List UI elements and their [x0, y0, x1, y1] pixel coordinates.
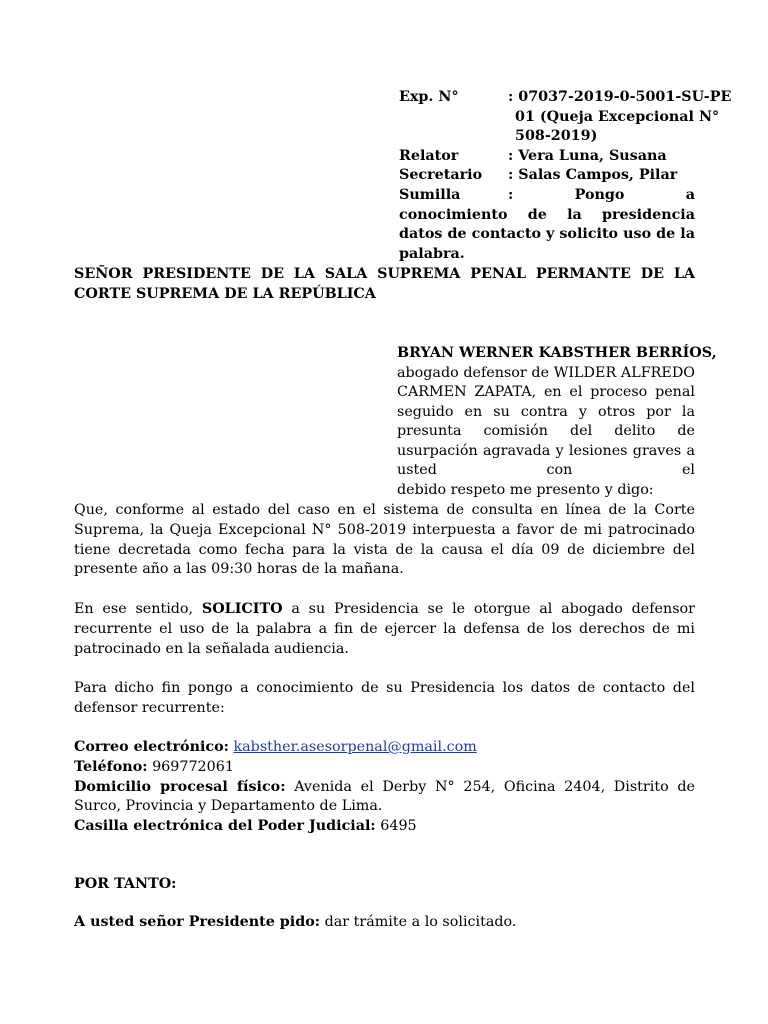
casilla-line [74, 817, 695, 837]
attorney-introduction [397, 344, 717, 500]
addressee-heading: SEÑOR PRESIDENTE DE LA SALA SUPREMA PENAL PERMANTE DE LA CORTE SUPREMA DE LA REPÚBLICA [74, 266, 695, 302]
secretario-value: : Salas Campos, Pilar [508, 167, 678, 184]
casilla-value: 6495 [380, 818, 417, 835]
sumilla-label: Sumilla [399, 186, 461, 203]
address-label: Domicilio procesal físico: [74, 778, 286, 795]
attorney-intro-body: abogado defensor de WILDER ALFREDO CARMEN ZAPATA, en el proceso penal seguido en su contra y otros por la presunta comisión del delito de usurpación agravada y lesiones graves a usted con el [397, 364, 695, 478]
relator-label: Relator [399, 147, 459, 164]
email-link[interactable]: kabsther.asesorpenal@gmail.com [233, 739, 477, 755]
casilla-label: Casilla electrónica del Poder Judicial: [74, 818, 376, 835]
closing-request [74, 914, 516, 930]
address-line [74, 778, 695, 818]
attorney-intro-last-line: debido respeto me presento y digo: [397, 481, 654, 498]
paragraph-case-status: Que, conforme al estado del caso en el sistema de consulta en línea de la Corte Suprema, la Queja Excepcional N° 508-2019 interpuesta a favor de mi patrocinado tiene decretada como fecha para la vista de la causa el día 09 de diciembre del presente año a las 09:30 horas de la mañana. [74, 502, 695, 578]
closing-bold: A usted señor Presidente pido: [74, 914, 321, 930]
contact-details [74, 738, 695, 837]
secretario-row [399, 166, 695, 186]
expediente-row [399, 88, 732, 108]
paragraph-request [74, 600, 695, 659]
expediente-continuation-2: 508-2019) [515, 128, 598, 145]
expediente-label: Exp. N° [399, 89, 459, 105]
request-text-after: a su Presidencia se le otorgue al abogado defensor recurrente el uso de la palabra a fin de ejercer la defensa de los derechos de mi patrocinado en la señalada audiencia. [74, 601, 695, 657]
address-value: Avenida el Derby N° 254, Oficina 2404, Distrito de Surco, Provincia y Departamento de Lima. [74, 778, 695, 815]
expediente-value: : 07037-2019-0-5001-SU-PE [508, 89, 732, 105]
phone-line [74, 758, 695, 778]
request-text-before: En ese sentido, [74, 601, 202, 617]
attorney-name: BRYAN WERNER KABSTHER BERRÍOS, [397, 345, 717, 361]
phone-label: Teléfono: [74, 758, 148, 775]
request-keyword: SOLICITO [201, 601, 283, 617]
secretario-label: Secretario [399, 167, 483, 184]
email-label: Correo electrónico: [74, 739, 229, 755]
case-header [399, 88, 732, 264]
expediente-continuation-1: 01 (Queja Excepcional N° [515, 108, 720, 125]
closing-text: dar trámite a lo solicitado. [320, 914, 517, 930]
paragraph-contact-intro: Para dicho fin pongo a conocimiento de su Presidencia los datos de contacto del defensor recurrente: [74, 680, 695, 716]
por-tanto-heading: POR TANTO: [74, 876, 177, 892]
relator-row [399, 147, 695, 167]
sumilla-row [399, 186, 695, 264]
phone-value: 969772061 [152, 758, 234, 775]
email-line [74, 738, 695, 758]
relator-value: : Vera Luna, Susana [508, 147, 667, 164]
sumilla-value: : Pongo a conocimiento de la presidencia datos de contacto y solicito uso de la palabra. [399, 186, 695, 262]
